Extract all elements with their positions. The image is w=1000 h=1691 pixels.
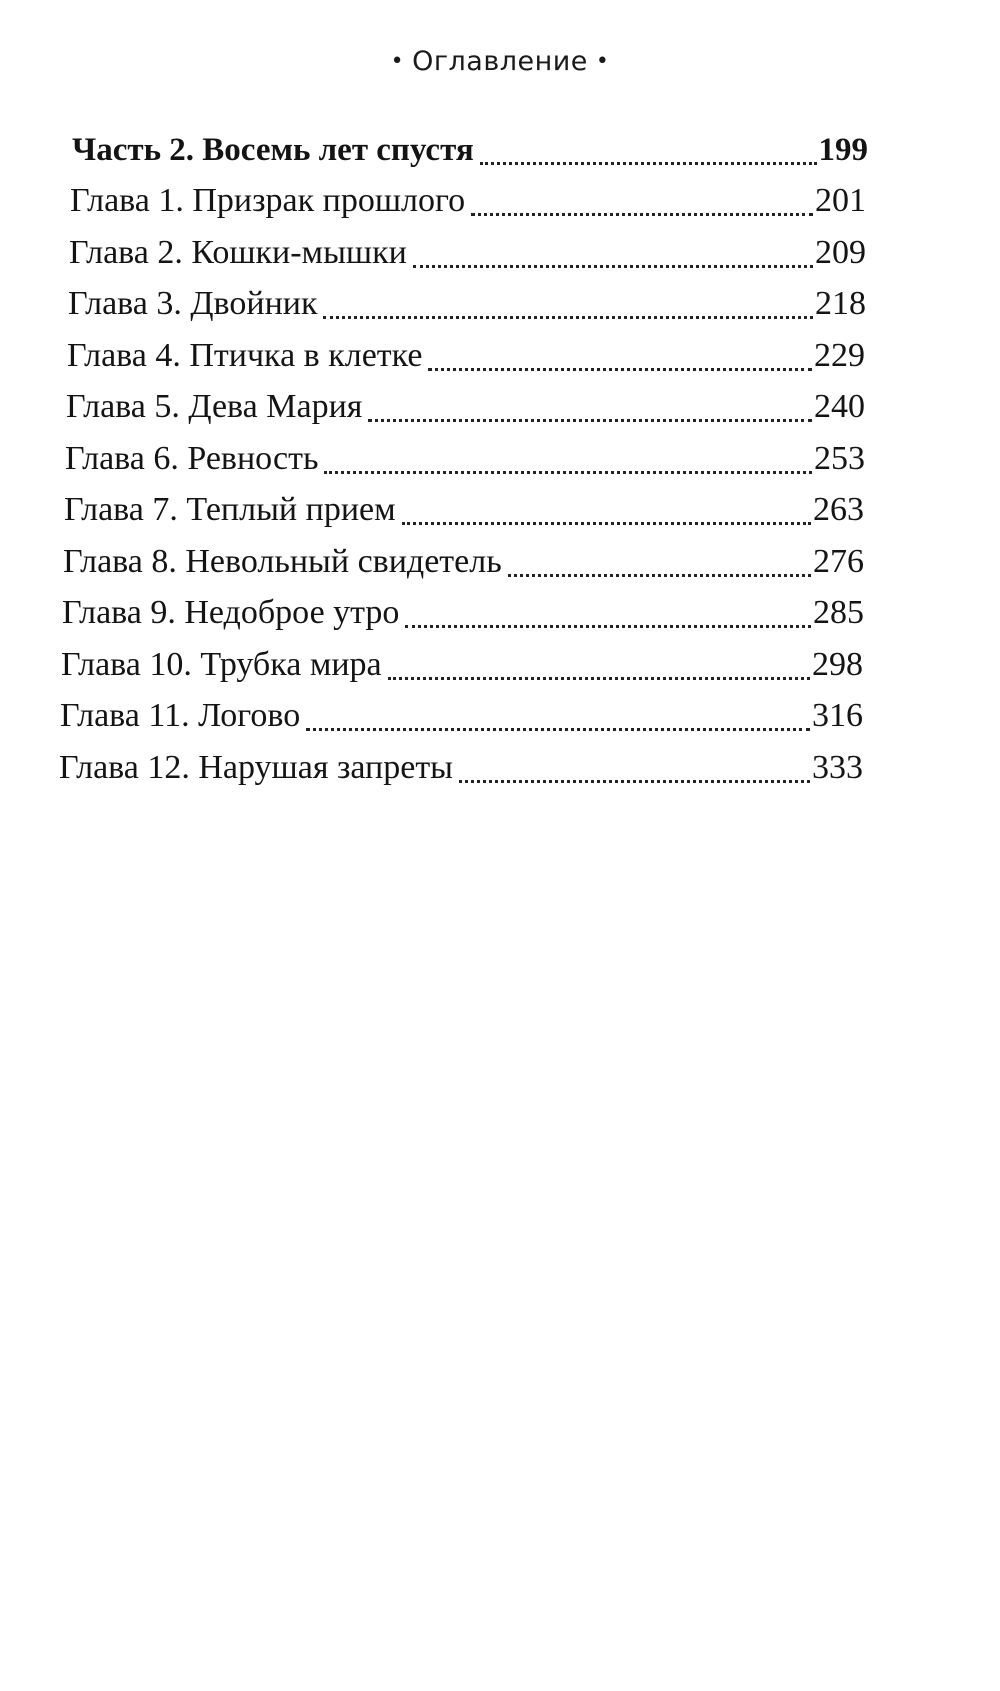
toc-entry-chapter-7[interactable]: [64, 488, 864, 532]
toc-chapter-title: Глава 12. Нарушая запреты: [59, 749, 454, 786]
toc-part-entry[interactable]: [72, 128, 868, 172]
toc-leader-dots: [459, 780, 810, 783]
toc-leader-dots: [402, 522, 811, 525]
toc-chapter-title: Глава 8. Невольный свидетель: [63, 543, 502, 580]
toc-entry-chapter-3[interactable]: [68, 282, 866, 326]
toc-chapter-page: 298: [812, 646, 863, 683]
toc-chapter-page: 229: [814, 337, 865, 374]
toc-chapter-page: 253: [814, 440, 865, 477]
toc-entry-chapter-12[interactable]: [59, 746, 863, 790]
toc-chapter-page: 218: [815, 285, 866, 322]
toc-entry-chapter-8[interactable]: [63, 540, 864, 584]
toc-chapter-title: Глава 7. Теплый прием: [64, 491, 396, 528]
toc-chapter-title: Глава 3. Двойник: [68, 285, 318, 322]
toc-entry-chapter-4[interactable]: [67, 334, 865, 378]
toc-entry-chapter-11[interactable]: [60, 694, 863, 738]
toc-chapter-page: 316: [812, 697, 863, 734]
toc-chapter-title: Глава 6. Ревность: [65, 440, 319, 477]
toc-entry-chapter-9[interactable]: [62, 591, 864, 635]
toc-entry-chapter-1[interactable]: [70, 179, 866, 223]
toc-chapter-title: Глава 5. Дева Мария: [66, 388, 363, 425]
toc-leader-dots: [388, 677, 810, 680]
toc-chapter-page: 240: [814, 388, 865, 425]
toc-chapter-title: Глава 10. Трубка мира: [61, 646, 382, 683]
toc-chapter-page: 209: [815, 234, 866, 271]
toc-part-title: Часть 2. Восемь лет спустя: [72, 132, 474, 168]
toc-chapter-title: Глава 2. Кошки-мышки: [69, 234, 407, 271]
toc-leader-dots: [368, 419, 812, 422]
toc-entry-chapter-5[interactable]: [66, 385, 865, 429]
toc-part-page: 199: [818, 132, 868, 168]
toc-leader-dots: [471, 213, 813, 216]
running-head: [0, 46, 1000, 77]
running-head-text: Оглавление: [412, 46, 588, 77]
toc-chapter-page: 333: [812, 749, 863, 786]
toc-chapter-page: 263: [813, 491, 864, 528]
toc-leader-dots: [306, 728, 810, 731]
toc-leader-dots: [480, 162, 817, 165]
toc-leader-dots: [428, 368, 812, 371]
toc-leader-dots: [324, 471, 812, 474]
toc-chapter-title: Глава 11. Логово: [60, 697, 301, 734]
toc-chapter-page: 276: [813, 543, 864, 580]
toc-chapter-title: Глава 4. Птичка в клетке: [67, 337, 423, 374]
toc-chapter-page: 285: [813, 594, 864, 631]
running-head-bullet-right: •: [595, 49, 610, 74]
toc-leader-dots: [508, 574, 811, 577]
toc-chapter-page: 201: [815, 182, 866, 219]
toc-chapter-title: Глава 9. Недоброе утро: [62, 594, 400, 631]
toc-leader-dots: [405, 625, 811, 628]
toc-leader-dots: [413, 265, 813, 268]
toc-entry-chapter-6[interactable]: [65, 437, 865, 481]
toc-entry-chapter-10[interactable]: [61, 643, 863, 687]
toc-entry-chapter-2[interactable]: [69, 231, 866, 275]
toc-leader-dots: [323, 316, 813, 319]
running-head-bullet-left: •: [390, 49, 405, 74]
toc-chapter-title: Глава 1. Призрак прошлого: [70, 182, 466, 219]
